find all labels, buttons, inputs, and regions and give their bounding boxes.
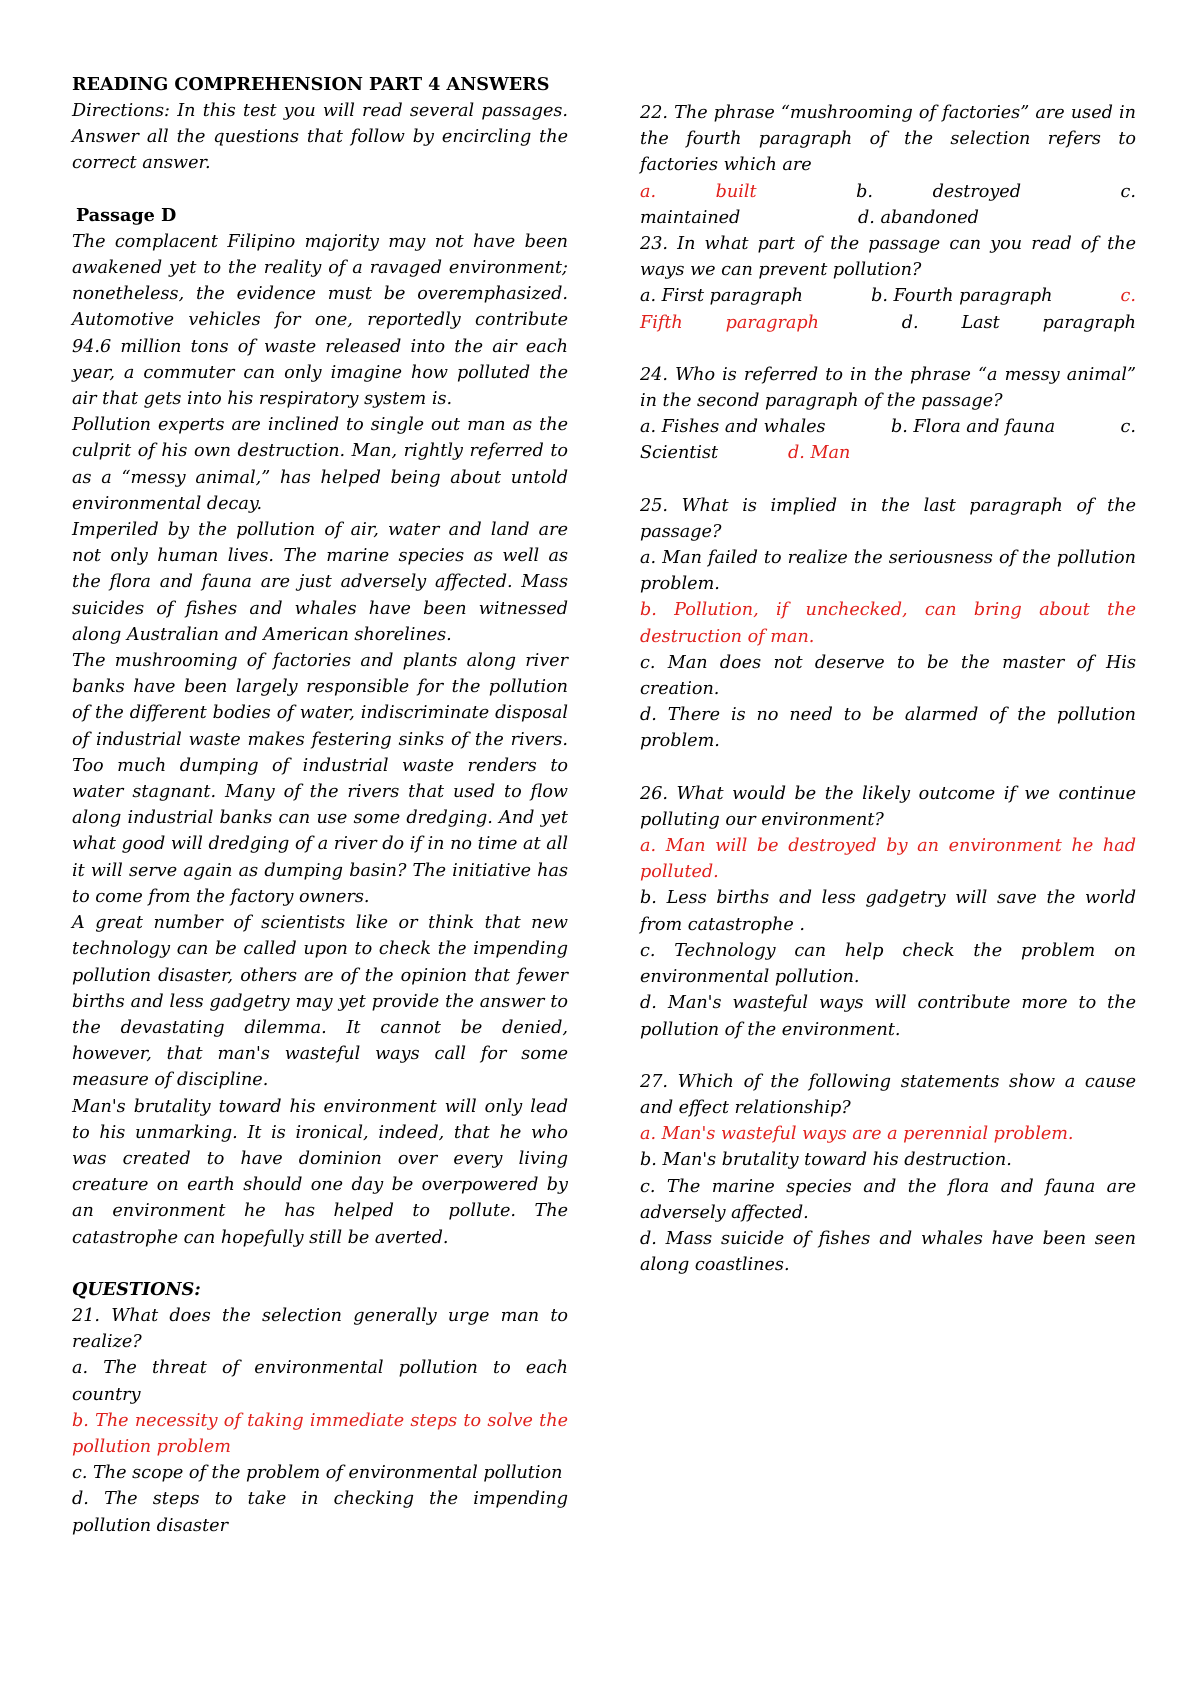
- question-27: 27. Which of the following statements show a cause and effect relationship?: [640, 1071, 1136, 1118]
- q22-options-line-2: [640, 205, 1136, 231]
- q27-option-c: c. The marine species and the flora and fauna are adversely affected.: [640, 1176, 1136, 1223]
- page-title: READING COMPREHENSION PART 4 ANSWERS: [72, 74, 550, 95]
- q21-option-a: a. The threat of environmental pollution to each country: [72, 1358, 568, 1405]
- question-24: 24. Who is referred to in the phrase “a messy animal” in the second paragraph of the passage?: [640, 364, 1136, 412]
- q25-option-b-answer: b. Pollution, if unchecked, can bring about the destruction of man.: [640, 600, 1136, 647]
- q27-option-d: d. Mass suicide of fishes and whales have been seen along coastlines.: [640, 1228, 1136, 1276]
- question-25: 25. What is implied in the last paragraph of the passage?: [640, 495, 1136, 542]
- question-23: 23. In what part of the passage can you read of the ways we can prevent pollution?: [640, 234, 1136, 281]
- passage-heading: Passage D: [76, 204, 177, 226]
- q23-options-line-1: [640, 283, 1136, 309]
- q23-option-c-label: c.: [1120, 286, 1136, 307]
- q21-option-d: d. The steps to take in checking the impending pollution disaster: [72, 1489, 568, 1536]
- q23-option-b: b. Fourth paragraph: [871, 286, 1053, 307]
- passage-paragraph-3: Imperiled by the pollution of air, water and land are not only human lives. The marine species as well as the flora and fauna are just adversely affected. Mass suicides of fishes and whales have been witnessed along Australian and American shorelines.: [72, 520, 568, 645]
- q26-option-c: c. Technology can help check the problem on environmental pollution.: [640, 940, 1136, 988]
- passage-paragraph-6: Man's brutality toward his environment will only lead to his unmarking. It is ironical, indeed, that he who was created to have dominion over every living creature on earth should one day be overpowered by an environment he has helped to pollute. The catastrophe can hopefully still be averted.: [72, 1096, 568, 1248]
- q23-option-d-word-2: paragraph: [1042, 312, 1136, 333]
- question-26: 26. What would be the likely outcome if we continue polluting our environment?: [640, 783, 1136, 830]
- q21-option-c: c. The scope of the problem of environmental pollution: [72, 1463, 563, 1484]
- q22-option-d: d. abandoned: [858, 207, 979, 228]
- q24-options-line-1: [640, 414, 1136, 440]
- passage-paragraph-1: The complacent Filipino majority may not have been awakened yet to the reality of a ravaged environment; nonetheless, the evidence must be overemphasized. Automotive vehicles for one, reportedly contribute 94.6 million tons of waste released into the air each year, a commuter can only imagine how polluted the air that gets into his respiratory system is.: [72, 231, 568, 410]
- q25-option-a: a. Man failed to realize the seriousness of the pollution problem.: [640, 548, 1136, 595]
- q24-option-c-label: c.: [1120, 417, 1136, 438]
- q22-option-b-text: destroyed: [932, 181, 1021, 202]
- passage-paragraph-4: The mushrooming of factories and plants along river banks have been largely responsible for the pollution of the different bodies of water, indiscriminate disposal of industrial waste makes festering sinks of the rivers. Too much dumping of industrial waste renders to water stagnant. Many of the rivers that used to flow along industrial banks can use some dredging. And yet what good will dredging of a river do if in no time at all it will serve again as dumping basin? The initiative has to come from the factory owners.: [72, 651, 568, 907]
- q22-options-line-1: [640, 179, 1136, 205]
- directions: Directions: In this test you will read several passages. Answer all the questions that follow by encircling the correct answer.: [72, 101, 568, 174]
- q24-option-a: a. Fishes and whales: [640, 417, 826, 438]
- question-21: 21. What does the selection generally urge man to realize?: [72, 1305, 568, 1353]
- q21-option-b-answer: b. The necessity of taking immediate steps to solve the pollution problem: [72, 1410, 568, 1457]
- q23-option-d-label: d.: [901, 312, 919, 333]
- q27-option-b: b. Man's brutality toward his destruction.: [640, 1150, 1012, 1171]
- q22-option-a-answer: built: [715, 181, 757, 202]
- q26-option-a-answer: a. Man will be destroyed by an environment he had polluted.: [640, 836, 1136, 883]
- q24-option-c-text: Scientist: [640, 443, 719, 464]
- question-22: 22. The phrase “mushrooming of factories” are used in the fourth paragraph of the selection refers to factories which are: [640, 103, 1136, 176]
- q24-option-d-answer: d. Man: [788, 443, 851, 464]
- questions-heading: QUESTIONS:: [72, 1278, 201, 1300]
- q24-option-b: b. Flora and fauna: [890, 417, 1056, 438]
- q27-option-a-answer: a. Man's wasteful ways are a perennial problem.: [640, 1124, 1074, 1145]
- q22-option-c-label: c.: [1120, 181, 1136, 202]
- right-column: [640, 100, 1136, 1278]
- q22-option-b-label: b.: [856, 181, 873, 202]
- q25-option-c: c. Man does not deserve to be the master of His creation.: [640, 652, 1136, 700]
- q25-option-d: d. There is no need to be alarmed of the pollution problem.: [640, 705, 1136, 752]
- q23-option-c-word-2: paragraph: [725, 312, 819, 333]
- q26-option-b: b. Less births and less gadgetry will save the world from catastrophe .: [640, 888, 1136, 935]
- q23-option-c-word-1: Fifth: [640, 312, 683, 333]
- q24-options-line-2: [640, 440, 1136, 466]
- passage-paragraph-2: Pollution experts are inclined to single out man as the culprit of his own destruction. Man, rightly referred to as a “messy animal,” has helped being about untold environmental decay.: [72, 415, 568, 514]
- passage-paragraph-5: A great number of scientists like or think that new technology can be called upon to check the impending pollution disaster, others are of the opinion that fewer births and less gadgetry may yet provide the answer to the devastating dilemma. It cannot be denied, however, that man's wasteful ways call for some measure of discipline.: [72, 913, 568, 1091]
- q26-option-d: d. Man's wasteful ways will contribute more to the pollution of the environment.: [640, 993, 1136, 1040]
- q22-option-c-text: maintained: [640, 207, 741, 228]
- left-column: [72, 72, 568, 1539]
- q23-option-d-word-1: Last: [961, 312, 1000, 333]
- q23-option-a: a. First paragraph: [640, 286, 804, 307]
- q23-options-line-2: [640, 310, 1136, 336]
- q22-option-a-label: a.: [640, 181, 657, 202]
